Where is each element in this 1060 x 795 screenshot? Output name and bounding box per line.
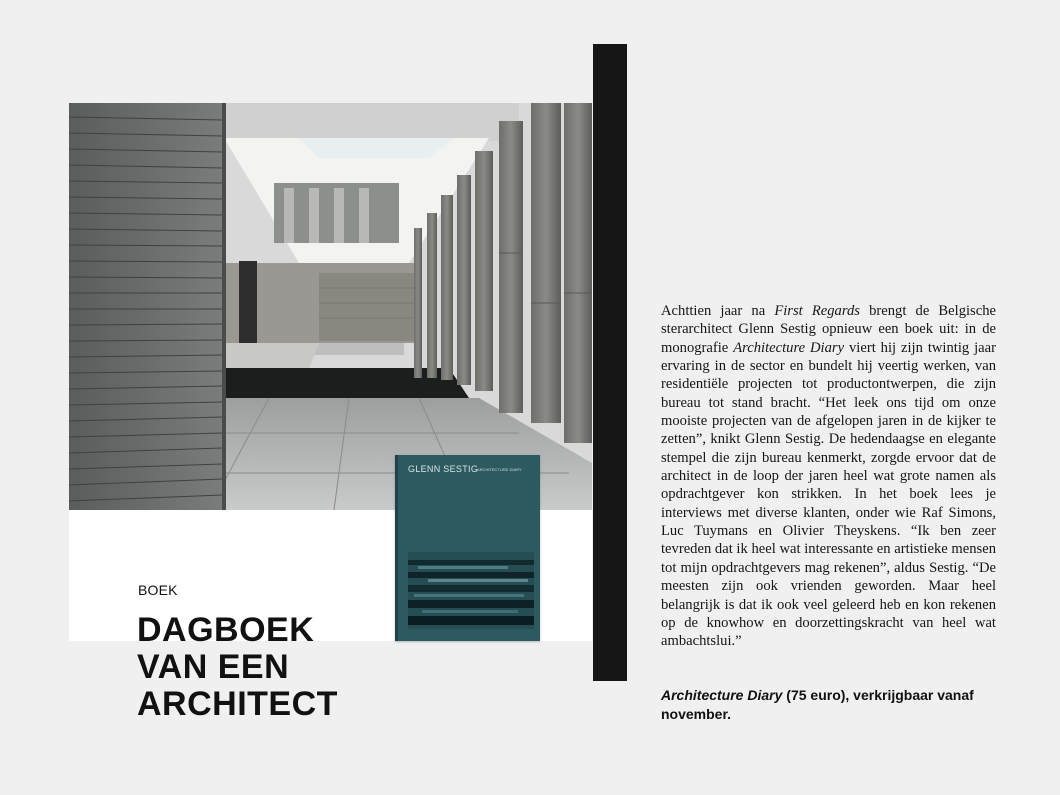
- headline-line-1: DAGBOEK: [137, 611, 315, 649]
- body-part-1: Achttien jaar na: [661, 303, 775, 319]
- body-part-3: viert hij zijn twintig jaar ervaring in de sector en bundelt hij veertig werken, van residentiële projecten tot productontwerpen, die zijn bureau tot stand bracht. “Het leek ons tijd om onze mooiste projecten van de afgelopen jaren in de kijker te zetten”, knikt Glenn Sestig. De hedendaagse en elegante stempel die zijn bureau kenmerkt, zorgde ervoor dat de architect in de loop der jaren heel wat grote namen als opdrachtgever kon strikken. In het boek lees je interviews met diverse klanten, onder wie Raf Simons, Luc Tuymans en Olivier Theyskens. “Ik ben zeer tevreden dat ik heel wat interessante en artistieke mensen tot mijn opdrachtgevers mag rekenen”, aldus Sestig. “De meesten zijn ook vrienden geworden. Maar heel belangrijk is dat ik ook veel geleerd heb en kon rekenen op de knowhow en doorzettingskracht van heel wat ambachtslui.”: [661, 339, 996, 650]
- book-cover: [395, 455, 540, 641]
- article-body: [661, 302, 996, 651]
- headline: [137, 612, 397, 723]
- section-kicker: BOEK: [138, 582, 178, 598]
- book-cover-art: [408, 552, 534, 629]
- architecture-photo: [69, 103, 592, 510]
- headline-line-3: ARCHITECT: [137, 685, 338, 723]
- decorative-black-bar: [593, 44, 627, 681]
- footer-price-availability: (75 euro), verkrijgbaar vanaf november.: [661, 687, 974, 722]
- body-italic-title-1: First Regards: [774, 303, 860, 319]
- book-author: GLENN SESTIG: [408, 464, 479, 474]
- body-part-2: brengt de Belgische sterarchitect Glenn Sestig opnieuw een boek uit: in de monografie: [661, 303, 996, 356]
- book-info-note: [661, 686, 996, 724]
- footer-book-title: Architecture Diary: [661, 687, 783, 703]
- body-italic-title-2: Architecture Diary: [733, 339, 845, 356]
- book-title: ARCHITECTURE DIARY: [477, 467, 522, 472]
- headline-line-2: VAN EEN: [137, 648, 290, 686]
